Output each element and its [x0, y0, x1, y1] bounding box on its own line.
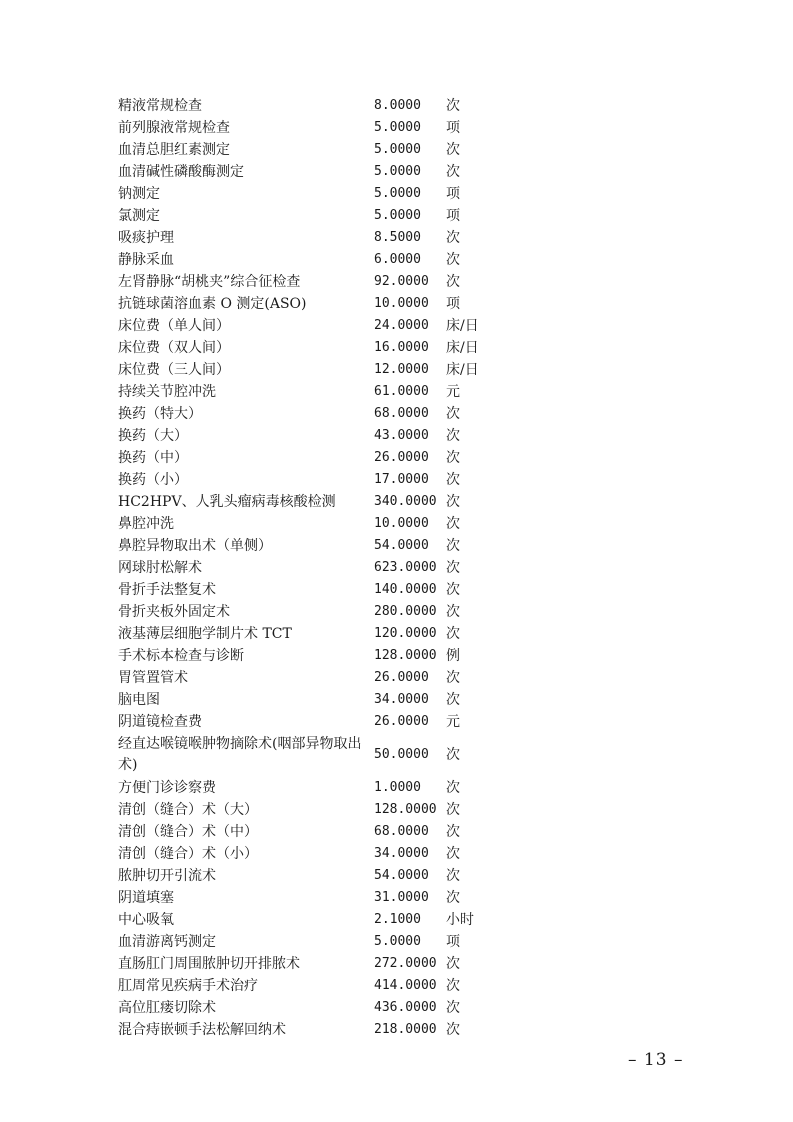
item-unit: 次: [446, 450, 460, 466]
item-unit: 次: [446, 692, 460, 708]
fee-row: [118, 975, 506, 997]
item-price: 128.0000: [374, 648, 437, 663]
item-price: 623.0000: [374, 560, 437, 575]
item-name: 经直达喉镜喉肿物摘除术(咽部异物取出术): [118, 736, 362, 773]
item-unit: 项: [446, 186, 460, 202]
item-unit: 床/日: [446, 318, 479, 334]
item-unit: 次: [446, 1022, 460, 1038]
item-unit: 次: [446, 516, 460, 532]
item-price: 34.0000: [374, 692, 429, 707]
fee-row: [118, 557, 506, 579]
fee-row: [118, 381, 506, 403]
item-unit: 次: [446, 626, 460, 642]
item-price: 26.0000: [374, 714, 429, 729]
item-name: 网球肘松解术: [118, 560, 202, 576]
item-name: 脓肿切开引流术: [118, 868, 216, 884]
fee-row: [118, 931, 506, 953]
fee-row: [118, 117, 506, 139]
item-price: 17.0000: [374, 472, 429, 487]
fee-row: [118, 865, 506, 887]
fee-row: [118, 843, 506, 865]
fee-row: [118, 997, 506, 1019]
item-name: 前列腺液常规检查: [118, 120, 230, 136]
item-unit: 次: [446, 956, 460, 972]
item-unit: 次: [446, 230, 460, 246]
item-name: 床位费（双人间）: [118, 340, 230, 356]
item-name: 换药（大）: [118, 428, 188, 444]
item-unit: 项: [446, 208, 460, 224]
fee-row: [118, 513, 506, 535]
item-unit: 次: [446, 1000, 460, 1016]
item-name: 胃管置管术: [118, 670, 188, 686]
fee-row: [118, 95, 506, 117]
item-name: 床位费（三人间）: [118, 362, 230, 378]
item-price: 92.0000: [374, 274, 429, 289]
item-price: 2.1000: [374, 912, 421, 927]
item-unit: 次: [446, 428, 460, 444]
item-unit: 次: [446, 670, 460, 686]
item-price: 34.0000: [374, 846, 429, 861]
item-unit: 例: [446, 648, 460, 664]
fee-row: [118, 139, 506, 161]
item-price: 414.0000: [374, 978, 437, 993]
fee-row: [118, 425, 506, 447]
item-name: 抗链球菌溶血素 O 测定(ASO): [118, 296, 307, 312]
item-unit: 项: [446, 120, 460, 136]
item-price: 5.0000: [374, 142, 421, 157]
item-price: 5.0000: [374, 208, 421, 223]
item-name: 清创（缝合）术（中）: [118, 824, 258, 840]
item-unit: 次: [446, 846, 460, 862]
fee-row: [118, 535, 506, 557]
item-price: 12.0000: [374, 362, 429, 377]
item-name: 手术标本检查与诊断: [118, 648, 244, 664]
item-unit: 次: [446, 582, 460, 598]
item-name: HC2HPV、人乳头瘤病毒核酸检测: [118, 494, 336, 510]
fee-row: [118, 227, 506, 249]
item-price: 436.0000: [374, 1000, 437, 1015]
fee-row: [118, 623, 506, 645]
fee-row: [118, 909, 506, 931]
item-name: 吸痰护理: [118, 230, 174, 246]
item-name: 静脉采血: [118, 252, 174, 268]
fee-row: [118, 315, 506, 337]
item-name: 换药（中）: [118, 450, 188, 466]
item-unit: 次: [446, 780, 460, 796]
item-name: 直肠肛门周围脓肿切开排脓术: [118, 956, 300, 972]
item-name: 氯测定: [118, 208, 160, 224]
item-name: 方便门诊诊察费: [118, 780, 216, 796]
item-price: 8.5000: [374, 230, 421, 245]
item-price: 24.0000: [374, 318, 429, 333]
item-unit: 次: [446, 406, 460, 422]
fee-row: [118, 183, 506, 205]
fee-row: [118, 711, 506, 733]
fee-row: [118, 733, 506, 777]
fee-row: [118, 667, 506, 689]
item-name: 阴道镜检查费: [118, 714, 202, 730]
item-name: 肛周常见疾病手术治疗: [118, 978, 258, 994]
item-unit: 次: [446, 560, 460, 576]
page-number: – 13 –: [628, 1050, 684, 1070]
item-price: 26.0000: [374, 450, 429, 465]
fee-row: [118, 777, 506, 799]
item-unit: 次: [446, 978, 460, 994]
item-price: 1.0000: [374, 780, 421, 795]
item-unit: 元: [446, 714, 460, 730]
item-price: 140.0000: [374, 582, 437, 597]
item-name: 鼻腔异物取出术（单侧）: [118, 538, 272, 554]
item-price: 6.0000: [374, 252, 421, 267]
item-name: 钠测定: [118, 186, 160, 202]
fee-row: [118, 403, 506, 425]
item-name: 高位肛瘘切除术: [118, 1000, 216, 1016]
fee-row: [118, 821, 506, 843]
item-name: 清创（缝合）术（小）: [118, 846, 258, 862]
item-price: 61.0000: [374, 384, 429, 399]
item-name: 血清碱性磷酸酶测定: [118, 164, 244, 180]
item-price: 5.0000: [374, 934, 421, 949]
item-unit: 元: [446, 384, 460, 400]
item-unit: 次: [446, 142, 460, 158]
item-name: 液基薄层细胞学制片术 TCT: [118, 626, 292, 642]
item-price: 10.0000: [374, 296, 429, 311]
item-unit: 次: [446, 824, 460, 840]
item-price: 218.0000: [374, 1022, 437, 1037]
fee-row: [118, 293, 506, 315]
fee-row: [118, 469, 506, 491]
item-unit: 次: [446, 604, 460, 620]
item-price: 10.0000: [374, 516, 429, 531]
item-name: 持续关节腔冲洗: [118, 384, 216, 400]
fee-row: [118, 645, 506, 667]
item-name: 血清总胆红素测定: [118, 142, 230, 158]
fee-row: [118, 161, 506, 183]
item-price: 26.0000: [374, 670, 429, 685]
item-unit: 项: [446, 934, 460, 950]
fee-table-body: [118, 95, 506, 1041]
item-unit: 次: [446, 98, 460, 114]
item-price: 272.0000: [374, 956, 437, 971]
item-unit: 次: [446, 164, 460, 180]
item-unit: 次: [446, 472, 460, 488]
item-price: 128.0000: [374, 802, 437, 817]
fee-row: [118, 689, 506, 711]
item-unit: 次: [446, 868, 460, 884]
item-price: 54.0000: [374, 868, 429, 883]
item-unit: 小时: [446, 912, 474, 928]
fee-row: [118, 271, 506, 293]
item-unit: 床/日: [446, 362, 479, 378]
item-name: 阴道填塞: [118, 890, 174, 906]
fee-row: [118, 953, 506, 975]
fee-row: [118, 447, 506, 469]
item-name: 脑电图: [118, 692, 160, 708]
item-name: 鼻腔冲洗: [118, 516, 174, 532]
item-name: 换药（小）: [118, 472, 188, 488]
item-unit: 床/日: [446, 340, 479, 356]
item-price: 68.0000: [374, 824, 429, 839]
item-name: 床位费（单人间）: [118, 318, 230, 334]
item-price: 31.0000: [374, 890, 429, 905]
fee-row: [118, 1019, 506, 1041]
item-price: 8.0000: [374, 98, 421, 113]
item-unit: 次: [446, 274, 460, 290]
fee-row: [118, 579, 506, 601]
fee-row: [118, 337, 506, 359]
item-name: 精液常规检查: [118, 98, 202, 114]
fee-row: [118, 491, 506, 513]
item-name: 混合痔嵌顿手法松解回纳术: [118, 1022, 286, 1038]
item-price: 340.0000: [374, 494, 437, 509]
item-name: 骨折夹板外固定术: [118, 604, 230, 620]
item-price: 68.0000: [374, 406, 429, 421]
item-price: 5.0000: [374, 186, 421, 201]
item-unit: 次: [446, 802, 460, 818]
item-price: 16.0000: [374, 340, 429, 355]
fee-row: [118, 205, 506, 227]
item-price: 43.0000: [374, 428, 429, 443]
item-price: 280.0000: [374, 604, 437, 619]
fee-row: [118, 799, 506, 821]
item-unit: 项: [446, 296, 460, 312]
item-name: 血清游离钙测定: [118, 934, 216, 950]
item-unit: 次: [446, 252, 460, 268]
item-name: 换药（特大）: [118, 406, 202, 422]
item-name: 左肾静脉“胡桃夹”综合征检查: [118, 274, 301, 290]
item-price: 50.0000: [374, 747, 429, 762]
item-price: 120.0000: [374, 626, 437, 641]
item-unit: 次: [446, 494, 460, 510]
item-price: 5.0000: [374, 164, 421, 179]
fee-row: [118, 887, 506, 909]
item-name: 中心吸氧: [118, 912, 174, 928]
fee-row: [118, 249, 506, 271]
item-unit: 次: [446, 747, 460, 763]
item-price: 54.0000: [374, 538, 429, 553]
fee-table: [118, 95, 506, 1041]
item-unit: 次: [446, 538, 460, 554]
item-name: 骨折手法整复术: [118, 582, 216, 598]
item-unit: 次: [446, 890, 460, 906]
fee-row: [118, 601, 506, 623]
item-name: 清创（缝合）术（大）: [118, 802, 258, 818]
item-price: 5.0000: [374, 120, 421, 135]
fee-row: [118, 359, 506, 381]
